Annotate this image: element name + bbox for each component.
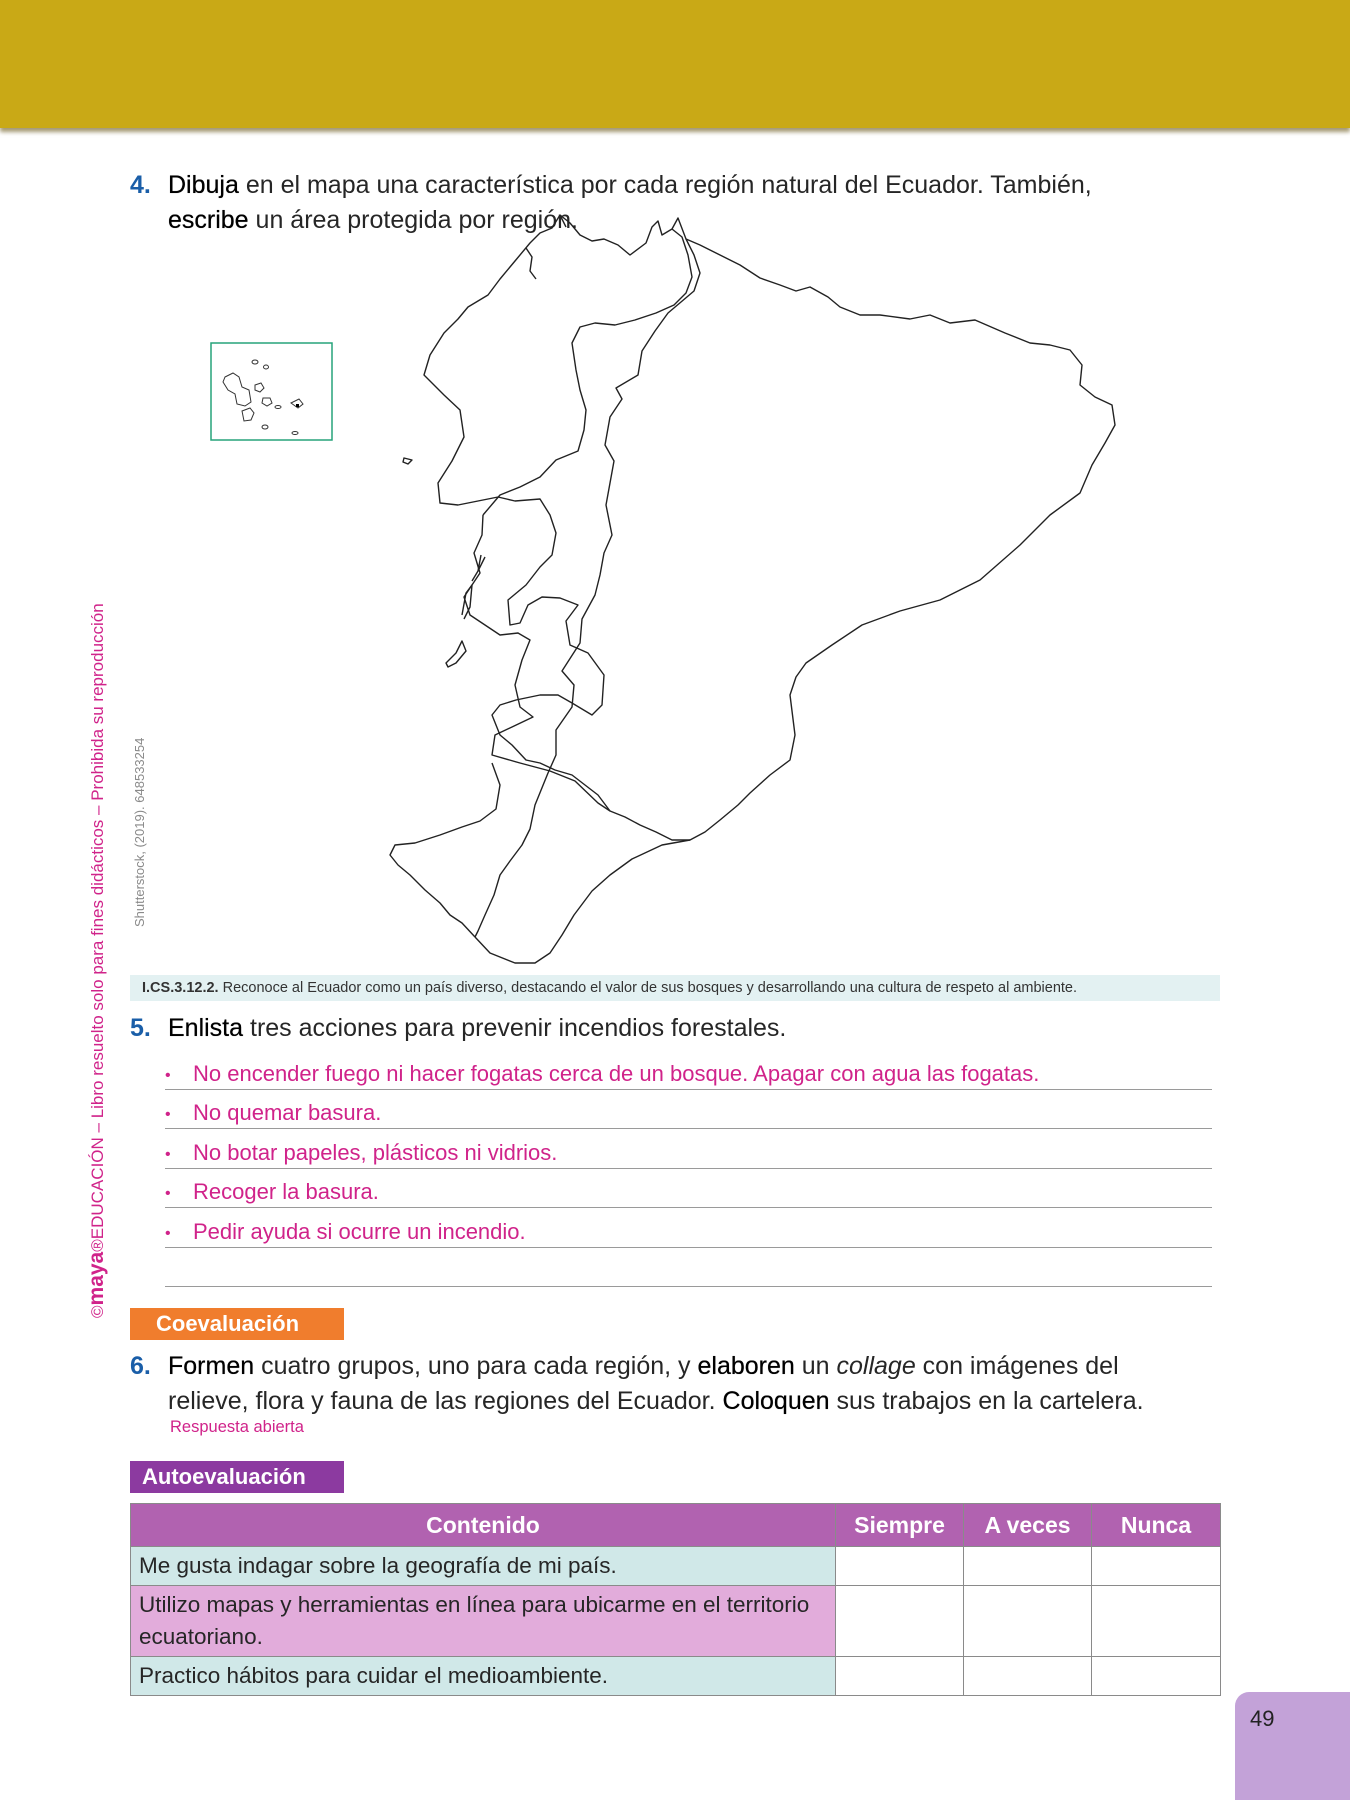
coevaluacion-badge: Coevaluación: [130, 1308, 344, 1340]
header-siempre: Siempre: [836, 1504, 964, 1547]
learning-indicator: I.CS.3.12.2. Reconoce al Ecuador como un país diverso, destacando el valor de sus bosques y desarrollando una cultura de respeto al ambiente.: [130, 975, 1220, 1001]
self-evaluation-table: [130, 1503, 1221, 1696]
answer-line[interactable]: • No quemar basura.: [165, 1090, 1212, 1130]
answer-line-empty[interactable]: [165, 1248, 1212, 1288]
country-outline: [403, 215, 1115, 840]
question-number: 4.: [130, 171, 151, 199]
page-number-tab: [1235, 1692, 1350, 1800]
copyright-notice: ©maya®EDUCACIÓN – Libro resuelto solo para fines didácticos – Prohibida su reproducción: [85, 603, 108, 1318]
bullet-icon: •: [165, 1066, 171, 1084]
check-cell-siempre[interactable]: [836, 1657, 964, 1696]
check-cell-a-veces[interactable]: [964, 1547, 1092, 1586]
answer-line[interactable]: • No encender fuego ni hacer fogatas cerca de un bosque. Apagar con agua las fogatas.: [165, 1050, 1212, 1090]
check-cell-nunca[interactable]: [1092, 1547, 1221, 1586]
answer-line[interactable]: • Recoger la basura.: [165, 1169, 1212, 1209]
page-number: 49: [1250, 1706, 1275, 1731]
question-number: 5.: [130, 1014, 151, 1042]
question-number: 6.: [130, 1352, 151, 1380]
maya-logo: maya: [85, 1251, 108, 1306]
bullet-icon: •: [165, 1106, 171, 1123]
check-cell-a-veces[interactable]: [964, 1657, 1092, 1696]
check-cell-nunca[interactable]: [1092, 1657, 1221, 1696]
header-nunca: Nunca: [1092, 1504, 1221, 1547]
galapagos-inset: [211, 343, 332, 440]
answer-line[interactable]: • No botar papeles, plásticos ni vidrios.: [165, 1129, 1212, 1169]
question-5: 5. Enlista tres acciones para prevenir incendios forestales.: [130, 1011, 786, 1046]
header-contenido: Contenido: [131, 1504, 836, 1547]
table-row: [131, 1547, 1221, 1586]
bullet-icon: •: [165, 1224, 171, 1242]
check-cell-siempre[interactable]: [836, 1547, 964, 1586]
region-boundaries: [390, 229, 700, 963]
bullet-icon: •: [165, 1185, 171, 1202]
row-content: Practico hábitos para cuidar el medioambiente.: [131, 1657, 836, 1696]
table-row: [131, 1657, 1221, 1696]
question-6: 6. Formen cuatro grupos, uno para cada región, y elaboren un collage con imágenes del relieve, flora y fauna de las regiones del Ecuador. Coloquen sus trabajos en la cartelera.: [130, 1349, 1144, 1419]
ecuador-map[interactable]: [200, 215, 1180, 975]
bullet-icon: •: [165, 1145, 171, 1163]
image-credit: Shutterstock, (2019). 648533254: [132, 737, 147, 927]
table-row: [131, 1586, 1221, 1657]
row-content: Me gusta indagar sobre la geografía de mi país.: [131, 1547, 836, 1586]
row-content: Utilizo mapas y herramientas en línea para ubicarme en el territorio ecuatoriano.: [131, 1586, 836, 1657]
answer-lines: [165, 1050, 1212, 1287]
question-4: 4. Dibuja en el mapa una característica por cada región natural del Ecuador. También, escribe un área protegida por región.: [130, 168, 1092, 238]
header-a-veces: A veces: [964, 1504, 1092, 1547]
check-cell-a-veces[interactable]: [964, 1586, 1092, 1657]
answer-line[interactable]: • Pedir ayuda si ocurre un incendio.: [165, 1208, 1212, 1248]
check-cell-nunca[interactable]: [1092, 1586, 1221, 1657]
open-answer-note: Respuesta abierta: [170, 1418, 304, 1436]
autoevaluacion-badge: Autoevaluación: [130, 1461, 344, 1493]
header-band: [0, 0, 1350, 128]
check-cell-siempre[interactable]: [836, 1586, 964, 1657]
